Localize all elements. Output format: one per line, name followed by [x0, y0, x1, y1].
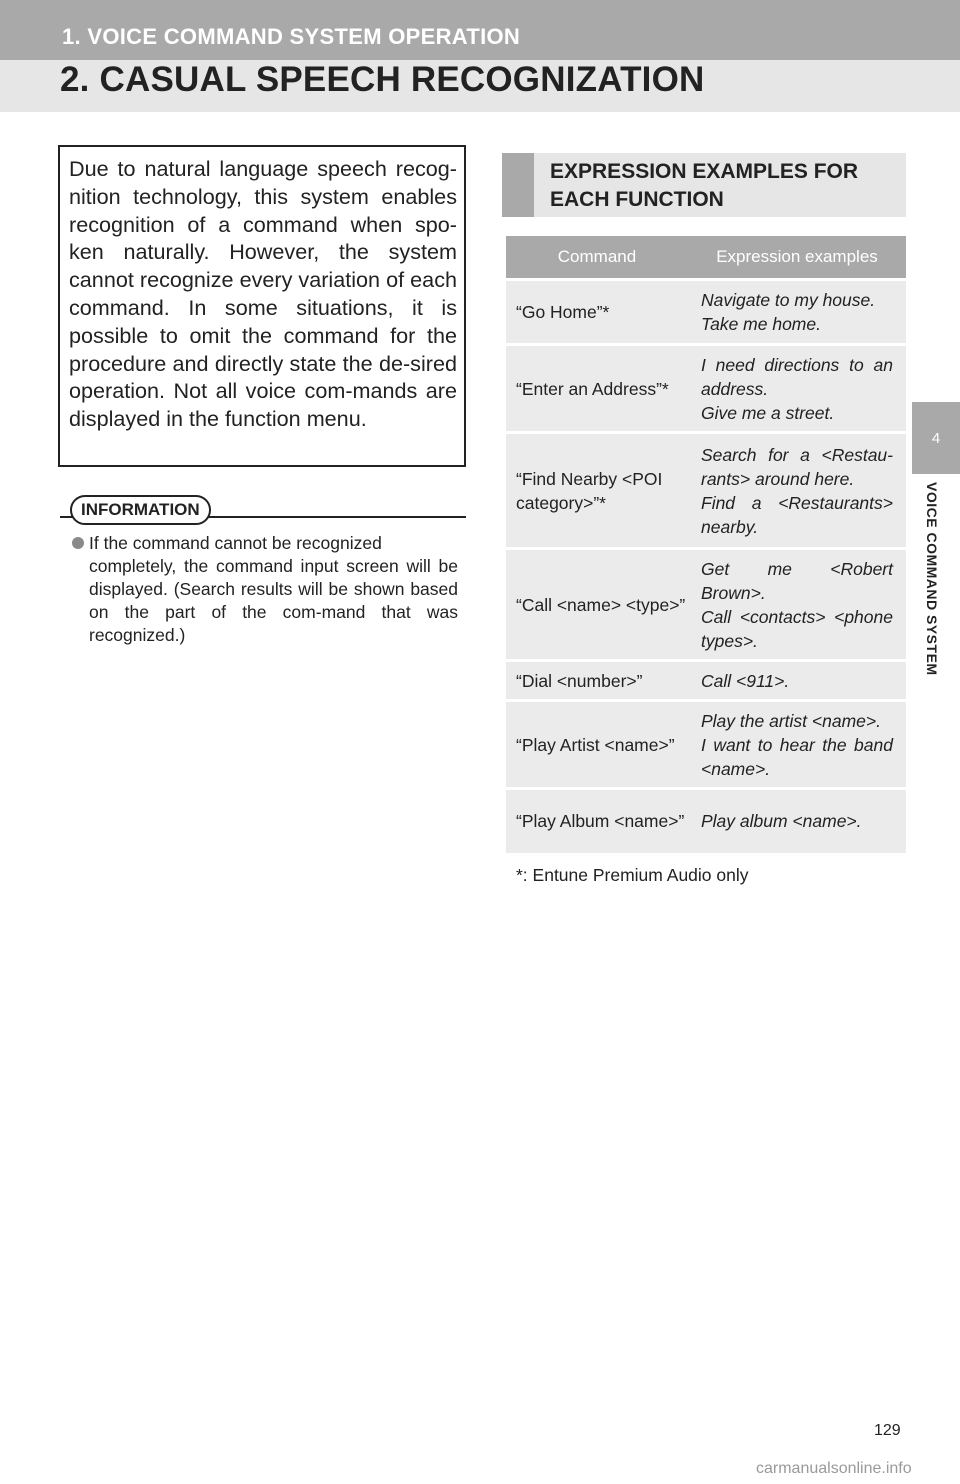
example-line: Find a <Restaurants> nearby.	[701, 492, 893, 537]
examples-cell	[688, 701, 906, 789]
command-cell: “Play Album <name>”	[506, 789, 688, 853]
table-footnote: *: Entune Premium Audio only	[516, 865, 749, 885]
table-row	[506, 661, 906, 701]
command-cell: “Dial <number>”	[506, 661, 688, 701]
column-header-examples: Expression examples	[688, 236, 906, 280]
expression-heading	[502, 153, 906, 217]
bullet-icon	[72, 537, 84, 549]
table-row	[506, 345, 906, 433]
table-row	[506, 701, 906, 789]
information-label-text: INFORMATION	[81, 500, 200, 519]
examples-cell	[688, 433, 906, 549]
intro-text: Due to natural language speech recog-nition technology, this system enables recognition of a command when spo-ken naturally. However, the system cannot recognize every variation of each command. In some situations, it is possible to omit the command for the procedure and directly state the de-sired operation. Not all voice com-mands are displayed in the function menu.	[69, 156, 457, 432]
command-cell: “Find Nearby <POI category>”*	[506, 433, 688, 549]
intro-box	[58, 145, 466, 467]
example-line: Give me a street.	[701, 402, 835, 423]
watermark: carmanualsonline.info	[756, 1460, 912, 1477]
table-header-row	[506, 236, 906, 280]
example-line: Play album <name>.	[701, 811, 862, 832]
expression-heading-text: EXPRESSION EXAMPLES FOR EACH FUNCTION	[550, 160, 859, 211]
example-line: Play the artist <name>.	[701, 710, 881, 731]
column-header-command: Command	[506, 236, 688, 280]
command-cell: “Go Home”*	[506, 280, 688, 345]
chapter-tab-number: 4	[931, 429, 941, 447]
heading-accent-bar	[502, 153, 534, 217]
example-line: Navigate to my house.	[701, 290, 876, 310]
command-cell: “Call <name> <type>”	[506, 549, 688, 661]
example-line: Call <911>.	[701, 670, 790, 691]
table-row	[506, 433, 906, 549]
examples-cell	[688, 789, 906, 853]
example-line: Search for a <Restau-rants> around here.	[701, 444, 893, 489]
examples-cell	[688, 549, 906, 661]
example-line: Get me <Robert Brown>.	[701, 558, 893, 603]
command-cell: “Play Artist <name>”	[506, 701, 688, 789]
information-item-rest: completely, the command input screen will be displayed. (Search results will be shown based on the part of the com-mand that was recognized.)	[89, 556, 458, 645]
examples-cell	[688, 345, 906, 433]
examples-cell	[688, 280, 906, 345]
page-number: 129	[874, 1422, 901, 1439]
information-item	[72, 532, 458, 647]
chapter-title: 1. VOICE COMMAND SYSTEM OPERATION	[62, 24, 521, 49]
chapter-side-label: VOICE COMMAND SYSTEM	[924, 482, 940, 676]
examples-cell	[688, 661, 906, 701]
table-row	[506, 789, 906, 853]
table-row	[506, 549, 906, 661]
chapter-tab[interactable]	[912, 402, 960, 474]
table-row	[506, 280, 906, 345]
section-title: 2. CASUAL SPEECH RECOGNIZATION	[60, 60, 705, 99]
example-line: Call <contacts> <phone types>.	[701, 606, 893, 651]
command-cell: “Enter an Address”*	[506, 345, 688, 433]
expression-table	[506, 236, 906, 853]
example-line: Take me home.	[701, 314, 821, 334]
example-line: I need directions to an address.	[701, 354, 893, 399]
example-line: I want to hear the band <name>.	[701, 734, 893, 779]
information-label	[70, 495, 211, 525]
information-item-first-line: If the command cannot be recognized	[89, 533, 382, 553]
